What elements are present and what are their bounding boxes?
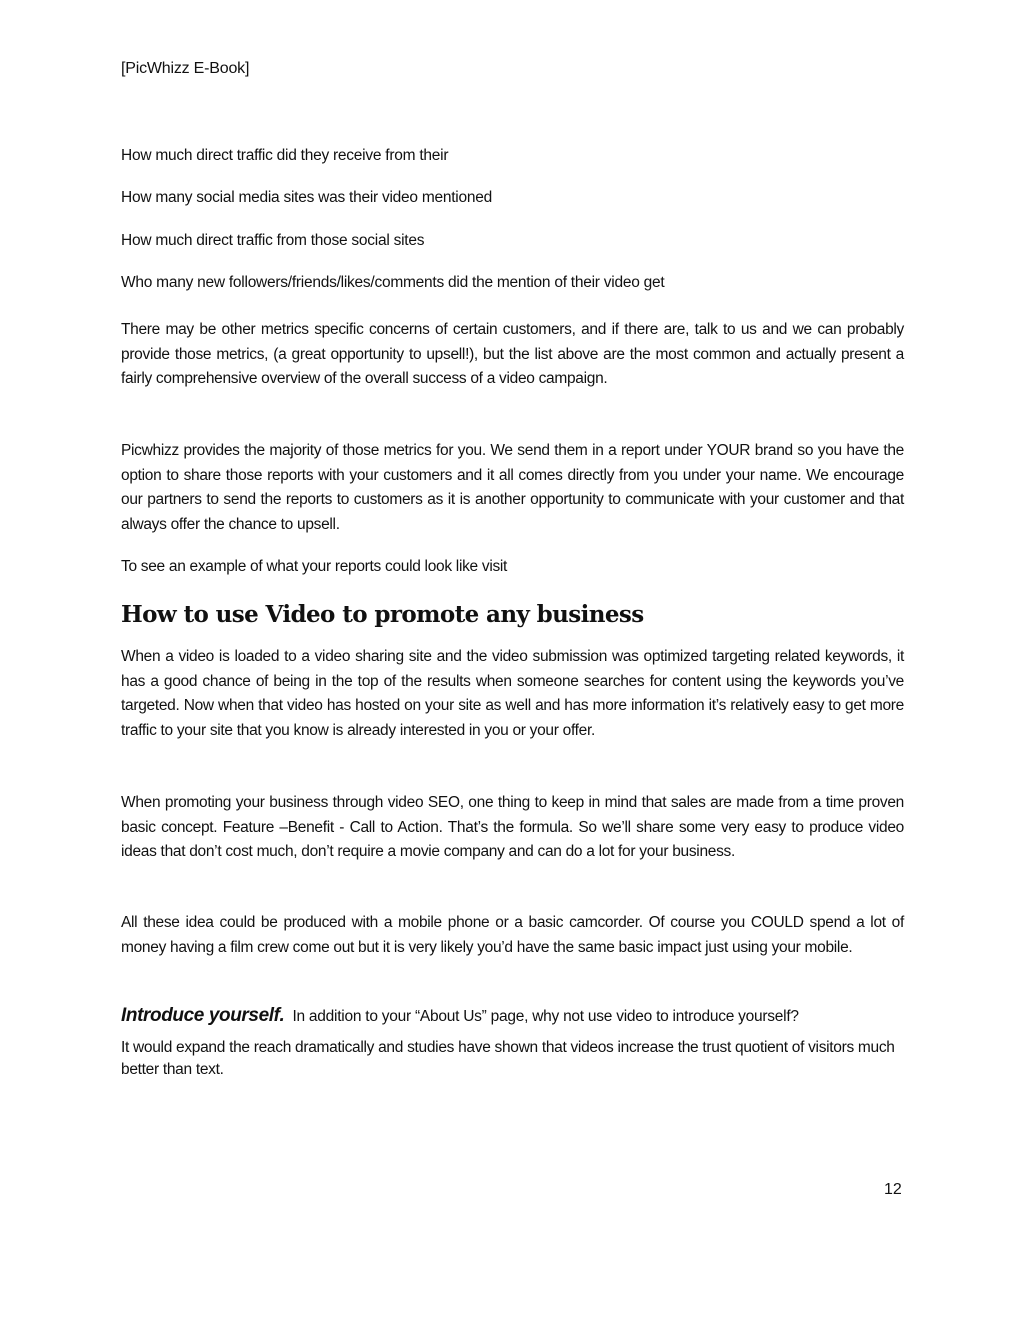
running-header: [PicWhizz E-Book] [121,60,250,77]
introduce-yourself-text: In addition to your “About Us” page, why not use video to introduce yourself? [292,1008,799,1025]
metric-item: How much direct traffic did they receive from their [121,147,449,164]
section-heading: How to use Video to promote any business [121,601,644,628]
metric-item: How much direct traffic from those social sites [121,232,425,249]
page-number: 12 [884,1181,902,1198]
paragraph-picwhizz-provides: Picwhizz provides the majority of those metrics for you. We send them in a report under YOUR brand so you have the option to share those reports with your customers and it all comes directly from you under your name. We encourage our partners to send the reports to customers as it is another opportunity to communicate with your customer and that always offer the chance to upsell. [121,442,904,533]
paragraph-closing: It would expand the reach dramatically and studies have shown that videos increase the trust quotient of visitors much better than text. [121,1039,895,1078]
introduce-yourself-term: Introduce yourself. [121,1005,285,1026]
paragraph-video-seo: When promoting your business through video SEO, one thing to keep in mind that sales are made from a time proven basic concept. Feature –Benefit - Call to Action. That’s the formula. So we’ll share some very easy to produce video ideas that don’t cost much, don’t require a movie company and can do a lot for your business. [121,794,904,860]
paragraph-other-metrics: There may be other metrics specific concerns of certain customers, and if there are, talk to us and we can probably provide those metrics, (a great opportunity to upsell!), but the list above are the most common and actually present a fairly comprehensive overview of the overall success of a video campaign. [121,321,904,387]
metric-item: How many social media sites was their video mentioned [121,189,492,206]
paragraph-mobile-phone: All these idea could be produced with a mobile phone or a basic camcorder. Of course you COULD spend a lot of money having a film crew come out but it is very likely you’d have the same basic impact just using your mobile. [121,914,904,956]
paragraph-video-loaded: When a video is loaded to a video sharing site and the video submission was optimized targeting related keywords, it has a good chance of being in the top of the results when someone searches for content using the keywords you’ve targeted. Now when that video has hosted on your site as well and has more information it’s relatively easy to get more traffic to your site that you know is already interested in you or your offer. [121,648,904,739]
paragraph-example-visit: To see an example of what your reports could look like visit [121,558,508,575]
introduce-yourself-line [121,1005,799,1027]
metric-item: Who many new followers/friends/likes/comments did the mention of their video get [121,274,665,291]
